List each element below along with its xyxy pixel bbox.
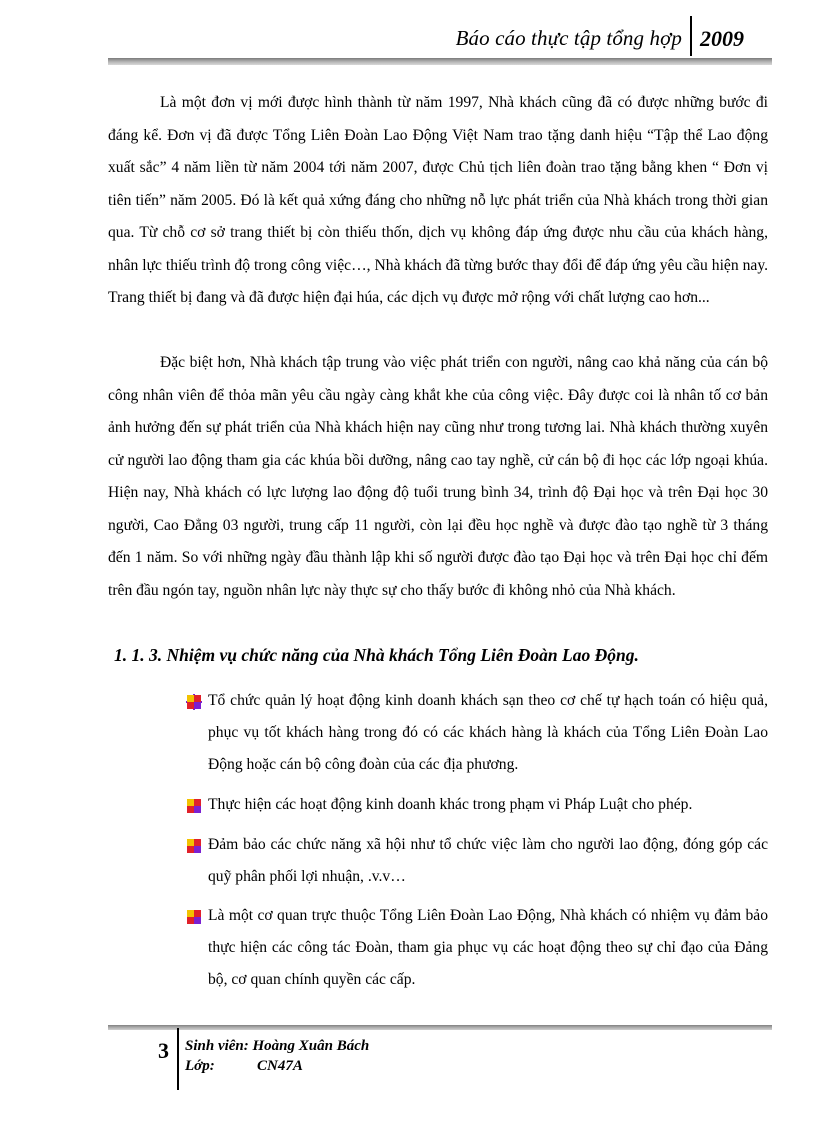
- header-title: Báo cáo thực tập tổng hợp: [455, 26, 682, 50]
- list-item-text: Là một cơ quan trực thuộc Tổng Liên Đoàn Lao Động, Nhà khách có nhiệm vụ đảm bảo thực hiện các công tác Đoàn, tham gia phục vụ các hoạt động theo sự chỉ đạo của Đảng bộ, cơ quan chính quyền các cấp.: [208, 907, 768, 988]
- list-item: [186, 685, 768, 781]
- paragraph-history: Là một đơn vị mới được hình thành từ năm 1997, Nhà khách cũng đã có được những bước đi đáng kể. Đơn vị đã được Tổng Liên Đoàn Lao Động Việt Nam trao tặng danh hiệu “Tập thể Lao động xuất sắc” 4 năm liền từ năm 2004 tới năm 2007, được Chủ tịch liên đoàn trao tặng bằng khen “ Đơn vị tiên tiến” năm 2005. Đó là kết quả xứng đáng cho những nỗ lực phát triển của Nhà khách trong thời gian qua. Từ chỗ cơ sở trang thiết bị còn thiếu thốn, dịch vụ không đáp ứng được nhu cầu của khách hàng, nhân lực thiếu trình độ trong công việc…, Nhà khách đã từng bước thay đổi để đáp ứng yêu cầu hiện nay. Trang thiết bị đang và đã được hiện đại húa, các dịch vụ được mở rộng với chất lượng cao hơn...: [108, 94, 768, 306]
- section-heading: 1. 1. 3. Nhiệm vụ chức năng của Nhà khách Tổng Liên Đoàn Lao Động.: [114, 645, 639, 665]
- footer-divider: [177, 1028, 179, 1090]
- bullet-icon: [186, 798, 202, 814]
- page-number: 3: [158, 1038, 169, 1063]
- footer-class-label: Lớp:: [185, 1058, 215, 1074]
- header-rule: [108, 58, 772, 65]
- list-item: [186, 789, 768, 821]
- footer-class-value: CN47A: [257, 1058, 303, 1074]
- list-item: [186, 900, 768, 996]
- list-item-text: Tổ chức quản lý hoạt động kinh doanh khách sạn theo cơ chế tự hạch toán có hiệu quả, phục vụ tốt khách hàng trong đó có các khách hàng là khách của Tổng Liên Đoàn Lao Động hoặc cán bộ công đoàn của các địa phương.: [208, 692, 768, 773]
- list-item: [186, 829, 768, 893]
- bullet-icon: [186, 694, 202, 710]
- list-item-text: Đảm bảo các chức năng xã hội như tổ chức việc làm cho người lao động, đóng góp các quỹ phân phối lợi nhuận, .v.v…: [208, 836, 768, 885]
- header-divider: [690, 16, 692, 56]
- header-year: 2009: [700, 26, 744, 51]
- bullet-icon: [186, 909, 202, 925]
- footer-student: Sinh viên: Hoàng Xuân Bách: [185, 1038, 370, 1054]
- bullet-icon: [186, 838, 202, 854]
- paragraph-human-resources: Đặc biệt hơn, Nhà khách tập trung vào việc phát triển con người, nâng cao khả năng của cán bộ công nhân viên để thỏa mãn yêu cầu ngày càng khắt khe của công việc. Đây được coi là nhân tố cơ bản ảnh hưởng đến sự phát triển của Nhà khách hiện nay cũng như trong tương lai. Nhà khách thường xuyên cử người lao động tham gia các khúa bồi dưỡng, nâng cao tay nghề, cử cán bộ đi học các lớp ngoại khúa. Hiện nay, Nhà khách có lực lượng lao động độ tuổi trung bình 34, trình độ Đại học và trên Đại học 30 người, Cao Đẳng 03 người, trung cấp 11 người, còn lại đều học nghề và được đào tạo nghề từ 3 tháng đến 1 năm. So với những ngày đầu thành lập khi số người được đào tạo Đại học và trên Đại học chỉ đếm trên đầu ngón tay, nguồn nhân lực này thực sự cho thấy bước đi không nhỏ của Nhà khách.: [108, 354, 768, 599]
- footer-rule: [108, 1025, 772, 1030]
- list-item-text: Thực hiện các hoạt động kinh doanh khác trong phạm vi Pháp Luật cho phép.: [208, 796, 693, 813]
